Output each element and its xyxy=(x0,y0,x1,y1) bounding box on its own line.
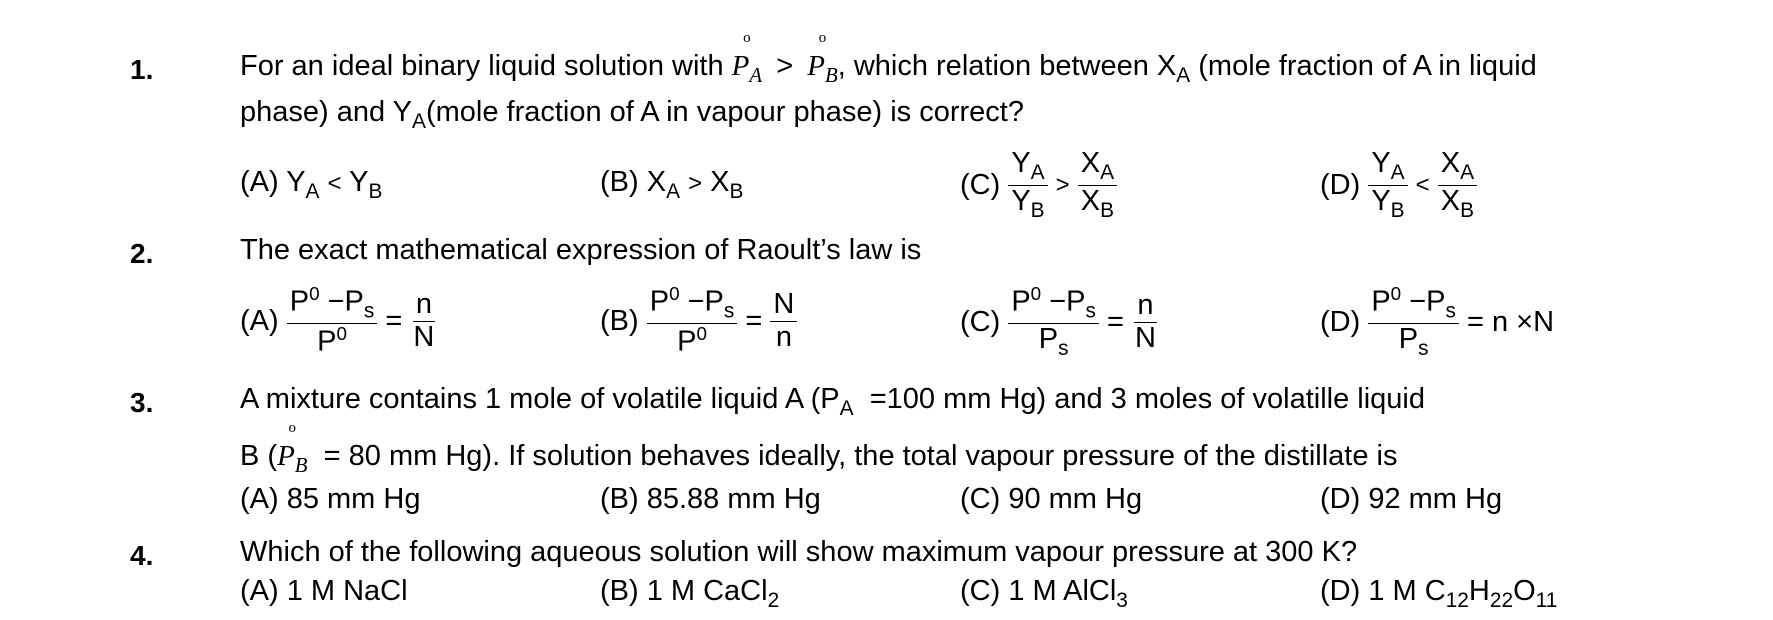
q1-text-a: For an ideal binary liquid solution with xyxy=(240,50,724,82)
pb-symbol: o $P_B$ xyxy=(277,420,308,477)
q3-option-b[interactable]: (B) 85.88 mm Hg xyxy=(600,483,821,515)
question-3-line-2: B ( o $P_B = 80$ mm Hg). If solution behaves ideally, the total vapour pressure of the distillate is xyxy=(240,420,1398,477)
q2-option-d[interactable]: (D) $\frac{P^0 -P_s}{P_s}$ = n ×N xyxy=(1320,283,1555,361)
q4-option-b[interactable]: (B) 1 M CaCl$_2$ xyxy=(600,575,780,612)
question-1-line-2: phase) and $Y_A(mole$ fraction of A in vapour phase) is correct? xyxy=(240,96,1024,133)
q3-option-c[interactable]: (C) 90 mm Hg xyxy=(960,483,1143,515)
question-3-line-1: A mixture contains 1 mole of volatile liquid A ($P_A =100$ mm Hg) and 3 moles of volatille liquid xyxy=(240,383,1426,420)
question-number: 2. xyxy=(130,238,154,269)
question-1-line-1: For an ideal binary liquid solution with o $P_A$ > o $P_B$, which relation between $X_A$ (mole fraction of A in liquid xyxy=(240,30,1537,87)
question-4-text: Which of the following aqueous solution will show maximum vapour pressure at 300 K? xyxy=(240,536,1358,568)
q3-option-d[interactable]: (D) 92 mm Hg xyxy=(1320,483,1503,515)
q1-text-c: (mole fraction of A in liquid xyxy=(1198,50,1537,82)
q4-option-a[interactable]: (A) 1 M NaCl xyxy=(240,575,408,607)
q1-gt: > xyxy=(776,50,794,82)
question-2-text: The exact mathematical expression of Raoult’s law is xyxy=(240,234,922,266)
q1-option-b[interactable]: (B) $X_A > X_B$ xyxy=(600,166,744,203)
q1-option-a[interactable]: (A) $Y_A < Y_B$ xyxy=(240,166,383,203)
q2-option-b[interactable]: (B) $\frac{P^0 -P_s}{P^0}$ = $\frac{N}{n}$ xyxy=(600,284,797,359)
q2-option-c[interactable]: (C) $\frac{P^0 -P_s}{P_s}$ = $\frac{n}{N}$ xyxy=(960,283,1156,361)
q1-option-c[interactable]: (C) $\frac{Y_A}{Y_B}$ > $\frac{X_A}{X_B}$ xyxy=(960,148,1117,223)
question-number: 3. xyxy=(130,387,154,418)
q4-option-c[interactable]: (C) 1 M AlCl$_3$ xyxy=(960,575,1128,612)
q2-option-a[interactable]: (A) $\frac{P^0 -P_s}{P^0}$ = $\frac{n}{N}$ xyxy=(240,283,435,359)
pa-symbol: o $P_A$ xyxy=(731,30,763,87)
q1-text-b: which relation between X xyxy=(853,50,1177,82)
question-number: 1. xyxy=(130,54,154,85)
q4-option-d[interactable]: (D) 1 M $C_{12}H_{22}O_{11}$ xyxy=(1320,575,1558,612)
pb-symbol: o $P_B$ xyxy=(807,30,838,87)
q1-option-d[interactable]: (D) $\frac{Y_A}{Y_B}$ < $\frac{X_A}{X_B}$ xyxy=(1320,148,1477,223)
q3-option-a[interactable]: (A) 85 mm Hg xyxy=(240,483,421,515)
question-number: 4. xyxy=(130,540,154,571)
